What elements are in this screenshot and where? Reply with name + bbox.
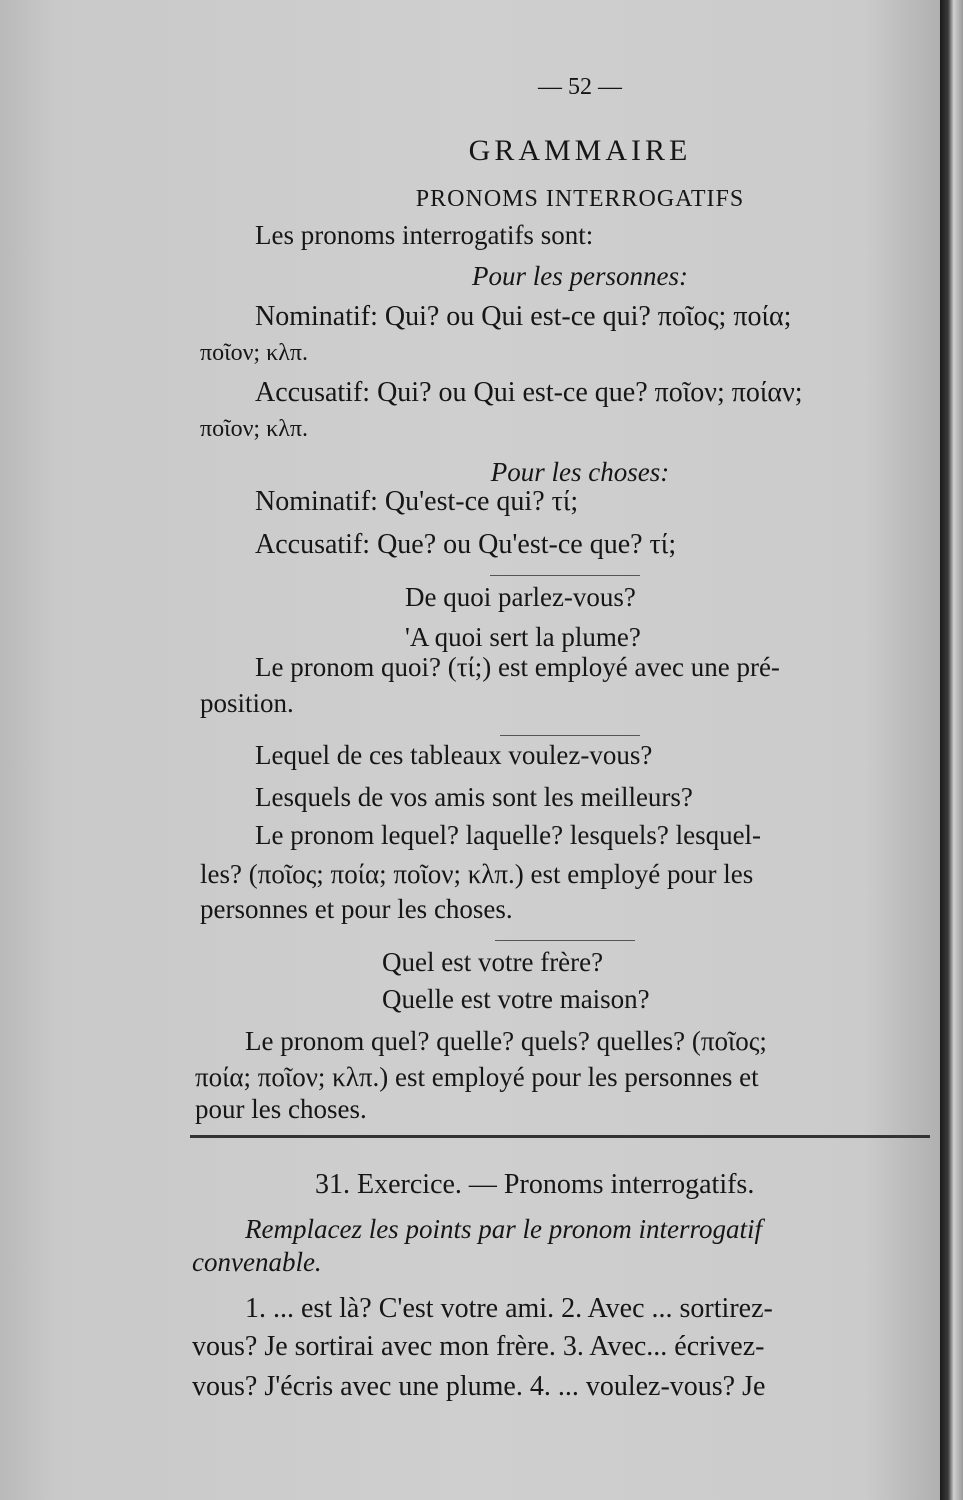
intro-text: Les pronoms interrogatifs sont: xyxy=(255,220,594,250)
lequel-rule-line-1: Le pronom lequel? laquelle? lesquels? lesquel- xyxy=(255,820,762,850)
exercise-title: 31. Exercice. — Pronoms interrogatifs. xyxy=(315,1169,755,1200)
exercise-instruction-line-1: Remplacez les points par le pronom interrogatif xyxy=(245,1214,762,1244)
section-subheading: PRONOMS INTERROGATIFS xyxy=(415,186,745,212)
quoi-rule-line-2: position. xyxy=(200,688,294,718)
things-label: Pour les choses: xyxy=(490,457,670,487)
nominatif-things: Nominatif: Qu'est-ce qui? τί; xyxy=(255,486,579,517)
lequel-rule-line-3: personnes et pour les choses. xyxy=(200,894,513,924)
nominatif-persons-line-1: Nominatif: Qui? ou Qui est-ce qui? ποῖος; ποία; xyxy=(255,301,792,332)
example-sentence: Quel est votre frère? xyxy=(382,947,604,977)
divider xyxy=(495,940,635,941)
section-heading: GRAMMAIRE xyxy=(468,134,692,167)
accusatif-things: Accusatif: Que? ou Qu'est-ce que? τί; xyxy=(255,529,677,560)
accusatif-persons-line-2: ποῖον; κλπ. xyxy=(200,416,308,442)
quel-rule-line-1: Le pronom quel? quelle? quels? quelles? (ποῖος; xyxy=(245,1026,767,1056)
nominatif-persons-line-2: ποῖον; κλπ. xyxy=(200,340,308,366)
example-sentence: Lequel de ces tableaux voulez-vous? xyxy=(255,740,653,770)
accusatif-persons-line-1: Accusatif: Qui? ou Qui est-ce que? ποῖον; ποίαν; xyxy=(255,377,803,408)
divider xyxy=(500,735,640,736)
example-sentence: De quoi parlez-vous? xyxy=(405,582,636,612)
divider xyxy=(490,575,640,576)
section-separator xyxy=(190,1135,930,1138)
page-edge-shadow xyxy=(940,0,963,1500)
example-sentence: 'A quoi sert la plume? xyxy=(405,622,641,652)
example-sentence: Lesquels de vos amis sont les meilleurs? xyxy=(255,782,693,812)
exercise-line: vous? Je sortirai avec mon frère. 3. Avec... écrivez- xyxy=(192,1331,765,1362)
page-number: — 52 — xyxy=(538,74,622,100)
exercise-line: vous? J'écris avec une plume. 4. ... voulez-vous? Je xyxy=(192,1371,766,1402)
exercise-instruction-line-2: convenable. xyxy=(192,1247,322,1277)
exercise-line: 1. ... est là? C'est votre ami. 2. Avec ... sortirez- xyxy=(245,1293,773,1324)
quel-rule-line-3: pour les choses. xyxy=(195,1094,367,1124)
quoi-rule-line-1: Le pronom quoi? (τί;) est employé avec une pré- xyxy=(255,652,780,682)
quel-rule-line-2: ποία; ποῖον; κλπ.) est employé pour les personnes et xyxy=(195,1062,759,1092)
example-sentence: Quelle est votre maison? xyxy=(382,984,650,1014)
lequel-rule-line-2: les? (ποῖος; ποία; ποῖον; κλπ.) est employé pour les xyxy=(200,859,754,889)
persons-label: Pour les personnes: xyxy=(472,261,688,291)
